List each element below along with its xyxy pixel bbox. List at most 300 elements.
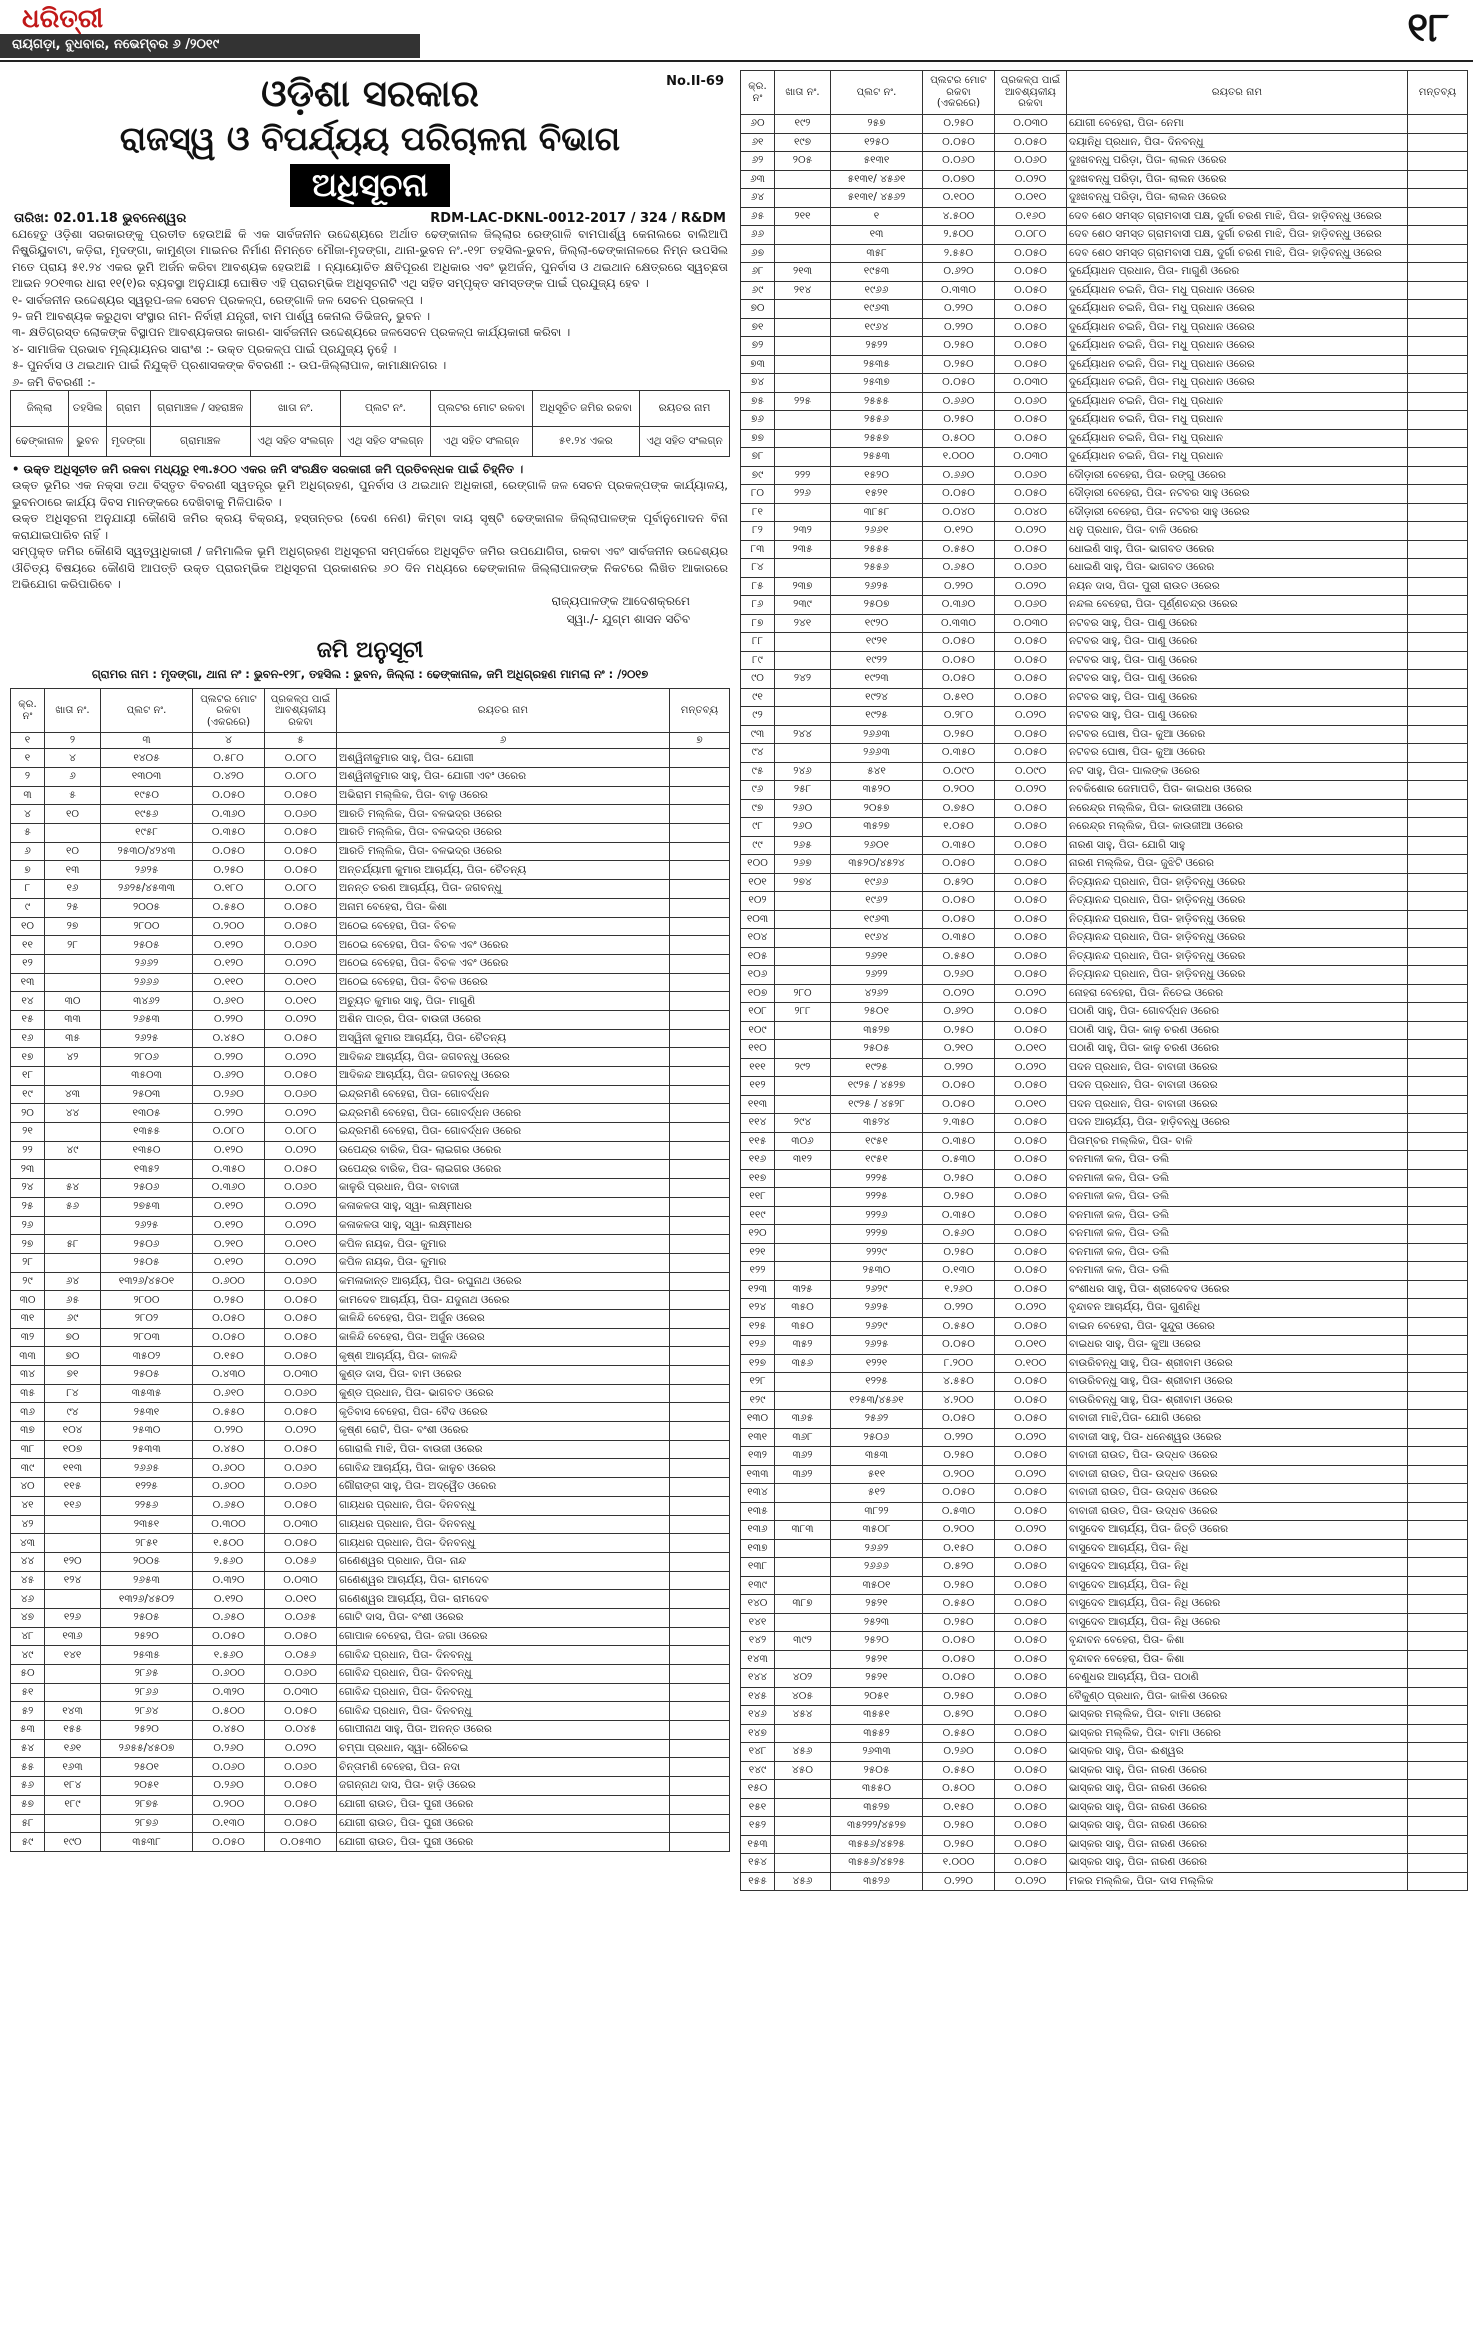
table-cell: ୦.୧୨୦ — [193, 954, 265, 973]
remarks-cell — [670, 842, 730, 861]
schedule-header: ରୟତର ନାମ — [1067, 71, 1408, 115]
table-row — [741, 448, 1468, 467]
table-cell: ୩୮୫୮ — [831, 503, 923, 522]
table-cell: ୧୫ — [11, 1010, 45, 1029]
table-row — [741, 1021, 1468, 1040]
table-cell: ୧୪୩ — [45, 1702, 101, 1721]
remarks-cell — [670, 1608, 730, 1627]
land-details-table — [10, 390, 730, 457]
table-cell: ୦.୦୫୦ — [265, 1029, 337, 1048]
table-cell: ପଠାଣି ସାହୁ, ପିତା- ଗୋବର୍ଦ୍ଧନ ଓରେର — [1067, 1003, 1408, 1022]
table-cell: ୦.୦୫୦ — [265, 1702, 337, 1721]
table-cell: ୦.୦୫୦ — [995, 1077, 1067, 1096]
table-cell: ୧.୦୦୦ — [923, 448, 995, 467]
table-cell: ୦.୦୬୦ — [265, 805, 337, 824]
table-cell: ୦.୦୫୦ — [995, 1613, 1067, 1632]
table-cell: ୩୫୦୩ — [101, 1067, 193, 1086]
remarks-cell — [670, 1347, 730, 1366]
land-schedule-table-left — [10, 688, 730, 1852]
table-cell: ଉପେନ୍ଦ୍ର ବାରିକ, ପିତା- ଲାଇଗର ଓରେର — [337, 1160, 670, 1179]
remarks-cell — [1408, 818, 1468, 837]
remarks-cell — [1408, 947, 1468, 966]
remarks-cell — [1408, 1151, 1468, 1170]
table-row — [741, 892, 1468, 911]
table-cell: ୦.୦୨୦ — [265, 1048, 337, 1067]
table-cell: ବେଣୁଧର ଆଚାର୍ଯ୍ୟ, ପିତା- ପଠାଣି — [1067, 1669, 1408, 1688]
details-header: ପ୍ଲଟ ନଂ. — [341, 391, 431, 427]
table-cell: ୦.୦୫୦ — [995, 1021, 1067, 1040]
table-cell: ୨୬୫୩ — [101, 1010, 193, 1029]
remarks-cell — [670, 1160, 730, 1179]
table-cell: ଆରତି ମଲ୍ଲିକ, ପିତା- ବଳଭଦ୍ର ଓରେର — [337, 842, 670, 861]
table-cell: ୫୪ — [11, 1739, 45, 1758]
table-row — [11, 1366, 730, 1385]
table-cell: ୨ — [11, 768, 45, 787]
table-row — [741, 688, 1468, 707]
table-cell — [775, 244, 831, 263]
table-cell: ୧୬ — [45, 880, 101, 899]
table-cell: ୭୬ — [741, 411, 775, 430]
table-cell: ୦.୨୬୦ — [193, 1777, 265, 1796]
table-cell: ବାସୁଦେବ ଆଚାର୍ଯ୍ୟ, ପିତା- ନିଧି — [1067, 1576, 1408, 1595]
table-cell: ନଟବର ସାହୁ, ପିତା- ପାଣୁ ଓରେର — [1067, 688, 1408, 707]
table-cell — [45, 1665, 101, 1684]
table-cell: ନିତ୍ୟାନନ୍ଦ ପ୍ରଧାନ, ପିତା- ହାଡ଼ିବନ୍ଧୁ ଓରେର — [1067, 910, 1408, 929]
table-cell: ୪୫୦ — [775, 1761, 831, 1780]
table-cell: ୧୯୨୫ / ୪୫୨୮ — [831, 1095, 923, 1114]
table-cell: ଗାୟଧର ପ୍ରଧାନ, ପିତା- ଦିନବନ୍ଧୁ — [337, 1534, 670, 1553]
table-row — [741, 522, 1468, 541]
table-cell: ୨୫୨୦ — [831, 1632, 923, 1651]
table-cell: ୧୦୩ — [741, 910, 775, 929]
table-cell — [775, 189, 831, 208]
table-cell: ୨୫୨୧ — [831, 1650, 923, 1669]
table-row — [11, 786, 730, 805]
table-cell: ୦.୦୫୦ — [995, 1706, 1067, 1725]
table-cell: ୦.୦୫୦ — [265, 824, 337, 843]
table-cell: ୦.୦୫୦ — [193, 1627, 265, 1646]
table-row — [741, 1132, 1468, 1151]
table-cell: ୨୧ — [11, 1123, 45, 1142]
table-cell: ୨୫୫୭ — [831, 429, 923, 448]
remarks-cell — [1408, 707, 1468, 726]
table-cell: ୨୦୫୧ — [101, 1777, 193, 1796]
table-cell: ୦.୦୫୦ — [923, 485, 995, 504]
table-cell: ୧୧୬ — [741, 1151, 775, 1170]
remarks-cell — [1408, 966, 1468, 985]
table-cell: ୬୨ — [741, 152, 775, 171]
table-cell: ୦.୦୫୦ — [995, 1114, 1067, 1133]
table-cell: ୩୮୭ — [775, 1595, 831, 1614]
table-row — [11, 1478, 730, 1497]
table-cell: ଆଦିକନ୍ଦ ଆଚାର୍ଯ୍ୟ, ପିତା- ଜଗବନ୍ଧୁ ଓରେର — [337, 1048, 670, 1067]
remarks-cell — [1408, 1114, 1468, 1133]
table-cell: ୧୨୬ — [45, 1608, 101, 1627]
table-cell: ୨୭ — [11, 1235, 45, 1254]
remarks-cell — [1408, 1243, 1468, 1262]
table-cell: ୯୮ — [741, 818, 775, 837]
table-row — [741, 189, 1468, 208]
table-cell: ୧୨ — [11, 954, 45, 973]
table-cell: ଜଗନ୍ନାଥ ଦାସ, ପିତା- ହାଡ଼ି ଓରେର — [337, 1777, 670, 1796]
table-cell: ନାରଣ ମଲ୍ଲିକ, ପିତା- ଜୁଝିଟି ଓରେର — [1067, 855, 1408, 874]
table-cell: ୩୫୫୨ — [831, 1724, 923, 1743]
table-cell: ୦.୦୫୦ — [995, 744, 1067, 763]
table-row — [11, 768, 730, 787]
table-cell: ୦.୦୫୦ — [995, 633, 1067, 652]
table-row — [741, 152, 1468, 171]
table-cell: ଅଠେଇ ବେହେରା, ପିତା- ବିଚଳ ଏବଂ ଓରେର — [337, 936, 670, 955]
table-cell: ୨.୫୫୦ — [923, 244, 995, 263]
table-cell: ୦.୨୫୦ — [923, 1188, 995, 1207]
table-cell: ୫୫ — [11, 1758, 45, 1777]
table-cell: ୨୨ — [11, 1141, 45, 1160]
table-cell: ୧୯୫୧ — [831, 1132, 923, 1151]
table-row — [741, 1206, 1468, 1225]
table-cell: ୬୮ — [741, 263, 775, 282]
table-cell: ଧୋଇଣି ସାହୁ, ପିତା- ଭାଗବତ ଓରେର — [1067, 540, 1408, 559]
table-cell: ୩୫୨୭ — [831, 1798, 923, 1817]
table-cell: ୦.୨୫୦ — [923, 1817, 995, 1836]
table-cell: ୧୪୮ — [741, 1743, 775, 1762]
table-cell: ୭୨ — [741, 337, 775, 356]
table-cell: ୧.୦୦୦ — [923, 1854, 995, 1873]
table-cell: ୧୫୩ — [741, 1835, 775, 1854]
table-row — [741, 1225, 1468, 1244]
remarks-cell — [670, 1721, 730, 1740]
table-cell: ୨୨୨୫ — [831, 1169, 923, 1188]
table-cell: ଦୁର୍ଯ୍ୟୋଧନ ଚଇନି, ପିତା- ମଧୁ ପ୍ରଧାନ ଓରେର — [1067, 374, 1408, 393]
remarks-cell — [1408, 910, 1468, 929]
remarks-cell — [1408, 1835, 1468, 1854]
table-cell: ୧୦୭ — [741, 984, 775, 1003]
table-row — [11, 1197, 730, 1216]
table-cell: ୦.୫୫୦ — [193, 898, 265, 917]
table-cell: ବାବାଜୀ ରାଉତ, ପିତା- ଉଦ୍ଧବ ଓରେର — [1067, 1502, 1408, 1521]
table-cell: ୮୧ — [741, 503, 775, 522]
table-cell: ୧୫୫ — [45, 1721, 101, 1740]
table-cell: ୨୫୫୬ — [831, 559, 923, 578]
table-cell: ୦.୦୫୦ — [995, 337, 1067, 356]
table-cell: ୧୩୪ — [741, 1484, 775, 1503]
details-header: ତହସିଲ — [68, 391, 106, 427]
schedule-header-row — [11, 689, 730, 733]
table-cell — [775, 1021, 831, 1040]
remarks-cell — [1408, 1058, 1468, 1077]
table-cell: ଗଣେଶ୍ୱର ଆଚାର୍ଯ୍ୟ, ପିତା- ରାମଦେବ — [337, 1571, 670, 1590]
table-cell: ୫୦ — [11, 1665, 45, 1684]
table-cell: ଦୁର୍ଯ୍ୟୋଧନ ଚଇନି, ପିତା- ମଧୁ ପ୍ରଧାନ ଓରେର — [1067, 281, 1408, 300]
remarks-cell — [1408, 189, 1468, 208]
table-cell: ୦.୨୫୦ — [193, 861, 265, 880]
table-cell — [45, 1534, 101, 1553]
table-row — [741, 1872, 1468, 1891]
table-cell: ୧୯୬୩ — [831, 300, 923, 319]
table-cell: ୧୦୬ — [741, 966, 775, 985]
table-cell: ୪୨ — [45, 1048, 101, 1067]
table-cell: ୦.୦୧୦ — [265, 973, 337, 992]
table-cell: ୫୭ — [11, 1795, 45, 1814]
notice-paragraphs-2 — [10, 477, 730, 592]
table-cell: ୦.୦୩୦ — [995, 614, 1067, 633]
table-cell: ୦.୦୫୦ — [193, 786, 265, 805]
table-cell: ୩୫୨୨୨/୪୫୨୭ — [831, 1817, 923, 1836]
table-row — [741, 540, 1468, 559]
table-cell: ୦.୦୫୦ — [923, 910, 995, 929]
remarks-cell — [670, 1384, 730, 1403]
table-row — [741, 1706, 1468, 1725]
table-row — [741, 1613, 1468, 1632]
remarks-cell — [670, 1010, 730, 1029]
table-cell: ୨୪୧ — [775, 614, 831, 633]
table-cell: ୦.୦୫୦ — [265, 1403, 337, 1422]
table-cell: କମଳାକାନ୍ତ ଆଚାର୍ଯ୍ୟ, ପିତା- ରଘୁନାଥ ଓରେର — [337, 1272, 670, 1291]
table-cell: ୦.୦୫୦ — [995, 1669, 1067, 1688]
table-cell: ୦.୦୫୦ — [193, 1309, 265, 1328]
remarks-cell — [670, 861, 730, 880]
table-row — [741, 1576, 1468, 1595]
table-row — [741, 1151, 1468, 1170]
table-cell: ୧୦୪ — [741, 929, 775, 948]
table-cell: ୮୫ — [741, 577, 775, 596]
table-row — [11, 1683, 730, 1702]
table-cell — [775, 1484, 831, 1503]
table-row — [741, 1817, 1468, 1836]
table-cell: ୦.୦୫୦ — [995, 1391, 1067, 1410]
table-cell: ୦.୬୨୦ — [923, 1003, 995, 1022]
table-cell: ୦.୪୫୦ — [193, 1029, 265, 1048]
table-cell: ୧୮୪ — [45, 1777, 101, 1796]
table-cell — [775, 503, 831, 522]
remarks-cell — [1408, 688, 1468, 707]
table-cell: ୫୧୨ — [831, 1484, 923, 1503]
table-cell: ୬୬ — [741, 226, 775, 245]
table-cell — [775, 1373, 831, 1392]
details-header: ଗ୍ରାମ — [107, 391, 150, 427]
table-row — [11, 1496, 730, 1515]
table-cell: ୦.୧୨୦ — [923, 522, 995, 541]
table-cell: ବୈକୁଣ୍ଠ ପ୍ରଧାନ, ପିତା- କାଳିଶ ଓରେର — [1067, 1687, 1408, 1706]
table-cell: ୦.୨୨୦ — [923, 1428, 995, 1447]
table-cell: ୦.୨୧୦ — [923, 1040, 995, 1059]
table-cell: ୦.୦୫୦ — [995, 670, 1067, 689]
table-cell: ୩୫୩ — [831, 1447, 923, 1466]
village-line: ଗ୍ରାମର ନାମ : ମୃଦଙ୍ଗା, ଥାନା ନଂ : ଭୁବନ-୧୨୮, ତହସିଲ : ଭୁବନ, ଜିଲ୍ଲା : ଢେଙ୍କାନାଳ, ଜମି ଅଧିଗ୍ରହଣ ମାମଲା ନଂ : /୨୦୧୭ — [91, 667, 649, 682]
table-cell: ୦.୨୫୦ — [193, 1291, 265, 1310]
table-cell: ୦.୦୫୦ — [923, 633, 995, 652]
table-cell: ୬୭ — [741, 244, 775, 263]
table-cell: ବନମାଳୀ କଳ, ପିତା- ଡଲି — [1067, 1225, 1408, 1244]
table-cell: ଆଦିକନ୍ଦ ଆଚାର୍ଯ୍ୟ, ପିତା- ଜଗବନ୍ଧୁ ଓରେର — [337, 1067, 670, 1086]
remarks-cell — [670, 1534, 730, 1553]
table-cell — [775, 688, 831, 707]
table-cell: ୨୪ — [11, 1179, 45, 1198]
table-cell: ୨୩୫୧ — [101, 1515, 193, 1534]
newspaper-logo: ଧରିତ୍ରୀ — [22, 4, 104, 34]
table-cell: ୨୩୯ — [775, 596, 831, 615]
table-cell: ୮୭ — [741, 614, 775, 633]
remarks-cell — [670, 1758, 730, 1777]
table-cell: ୦.୦୫୦ — [995, 1558, 1067, 1577]
table-cell: ୨.୫୬୦ — [193, 1552, 265, 1571]
table-row — [741, 1095, 1468, 1114]
table-cell: ୦.୦୫୦ — [995, 1484, 1067, 1503]
table-cell: ୦.୦୬୦ — [193, 1758, 265, 1777]
remarks-cell — [670, 1478, 730, 1497]
table-cell: ୨୬୦ — [775, 799, 831, 818]
remarks-cell — [670, 805, 730, 824]
table-cell: ୨୫୬୨ — [831, 1410, 923, 1429]
table-row — [11, 954, 730, 973]
table-cell: ୧୦ — [11, 917, 45, 936]
table-cell — [775, 929, 831, 948]
remarks-cell — [670, 1702, 730, 1721]
table-cell — [775, 1558, 831, 1577]
column-number: ୬ — [337, 733, 670, 749]
table-cell — [45, 824, 101, 843]
table-cell: ୨୬୨୨ — [831, 966, 923, 985]
table-row — [741, 707, 1468, 726]
table-cell: ୧୩ — [11, 973, 45, 992]
table-cell: ୦.୦୫୦ — [995, 892, 1067, 911]
table-cell: ୧୨୮ — [741, 1373, 775, 1392]
table-cell: ୦.୧୨୦ — [193, 1197, 265, 1216]
remarks-cell — [670, 936, 730, 955]
table-cell: ୦.୦୬୦ — [995, 392, 1067, 411]
table-cell: ୦.୬୬୦ — [923, 466, 995, 485]
table-cell: ୧୯୫୩ — [831, 263, 923, 282]
table-cell: ବାବାଜୀ ରାଉତ, ପିତା- ଉଦ୍ଧବ ଓରେର — [1067, 1447, 1408, 1466]
table-cell: କପିଳ ନାୟକ, ପିତା- କୁମାର — [337, 1235, 670, 1254]
schedule-header: ମନ୍ତବ୍ୟ — [1408, 71, 1468, 115]
table-cell: ୮ — [11, 880, 45, 899]
table-cell: ୨୫୨୨ — [831, 337, 923, 356]
table-cell: ଯୋଗୀ ରାଉତ, ପିତା- ପୁରୀ ଓରେର — [337, 1795, 670, 1814]
table-row — [741, 1669, 1468, 1688]
table-cell: ୨୩ — [11, 1160, 45, 1179]
table-cell: ନିତ୍ୟାନନ୍ଦ ପ୍ରଧାନ, ପିତା- ହାଡ଼ିବନ୍ଧୁ ଓରେର — [1067, 873, 1408, 892]
remarks-cell — [670, 992, 730, 1011]
table-cell: ୦.୨୬୦ — [923, 966, 995, 985]
table-cell — [775, 1780, 831, 1799]
table-cell — [775, 1724, 831, 1743]
remarks-cell — [670, 1739, 730, 1758]
table-cell: ୧୨୬ — [741, 1336, 775, 1355]
table-cell: ୦.୧୧୦ — [193, 973, 265, 992]
table-cell: ୦.୧୨୦ — [193, 936, 265, 955]
table-cell: ୨୫୫୩ — [831, 448, 923, 467]
table-row — [741, 966, 1468, 985]
table-cell: ୧୩୩ — [741, 1465, 775, 1484]
table-cell: ୮୬ — [741, 596, 775, 615]
table-cell — [775, 966, 831, 985]
table-cell: ୦.୫୫୦ — [193, 1403, 265, 1422]
table-cell: ୨୬୫ — [775, 836, 831, 855]
table-cell: ୨୪୬ — [775, 762, 831, 781]
department-title: ରାଜସ୍ୱ ଓ ବିପର୍ଯ୍ୟୟ ପରିଚାଳନା ବିଭାଗ — [119, 119, 621, 158]
table-cell: ୧୬୧ — [45, 1739, 101, 1758]
table-cell: ୯୭ — [741, 799, 775, 818]
remarks-cell — [1408, 1447, 1468, 1466]
table-cell: ୧୦୧ — [741, 873, 775, 892]
table-cell: ନଟବର ଘୋଷ, ପିତା- କୁଆ ଓରେର — [1067, 725, 1408, 744]
table-cell: ୦.୦୫୦ — [995, 947, 1067, 966]
table-cell: ଦୁର୍ଯ୍ୟୋଧନ ଚଇନି, ପିତା- ମଧୁ ପ୍ରଧାନ ଓରେର — [1067, 300, 1408, 319]
table-cell: ୨୮୦୬ — [101, 1048, 193, 1067]
table-cell — [45, 1067, 101, 1086]
table-cell: ୧୯୨୧ — [831, 633, 923, 652]
table-cell: ୩୭ — [11, 1422, 45, 1441]
table-cell: ୦.୦୫୦ — [995, 1151, 1067, 1170]
masthead — [0, 0, 1473, 62]
table-cell: ୧୨୨ — [741, 1262, 775, 1281]
table-cell: ପଦନ ପ୍ରଧାନ, ପିତା- ବାବାଜୀ ଓରେର — [1067, 1077, 1408, 1096]
table-cell: ୧୩୦ — [741, 1410, 775, 1429]
table-cell: ୧୫୦ — [741, 1780, 775, 1799]
table-cell: ୦.୦୫୬ — [265, 1646, 337, 1665]
table-cell: ୦.୪୫୦ — [193, 1440, 265, 1459]
table-cell: ୨୨୬ — [775, 485, 831, 504]
table-row — [741, 670, 1468, 689]
table-row — [741, 115, 1468, 134]
table-row — [741, 1595, 1468, 1614]
table-cell: ୭୮ — [741, 448, 775, 467]
table-cell: ୩୬୨ — [775, 1465, 831, 1484]
table-cell: ୨୫୨୧ — [831, 1595, 923, 1614]
table-cell: ୦.୦୫୦ — [995, 1761, 1067, 1780]
table-cell: ୦.୬୨୦ — [193, 1067, 265, 1086]
table-row — [741, 374, 1468, 393]
table-cell: ୦.୦୫୦ — [923, 1669, 995, 1688]
table-cell: ୨୫୫୬ — [831, 411, 923, 430]
table-cell: ପଠାଣି ସାହୁ, ପିତା- କାଳୁ ଚରଣ ଓରେର — [1067, 1021, 1408, 1040]
table-cell: ୦.୨୨୦ — [923, 1299, 995, 1318]
table-cell: ୩୫୫୬/୪୫୨୫ — [831, 1854, 923, 1873]
table-cell: ୨୦୦୫ — [101, 898, 193, 917]
remarks-cell — [1408, 1428, 1468, 1447]
table-cell: ୯୧ — [741, 688, 775, 707]
remarks-cell — [670, 1646, 730, 1665]
table-cell — [775, 1650, 831, 1669]
remarks-cell — [670, 1141, 730, 1160]
table-cell: ୨୬୨୫ — [101, 861, 193, 880]
table-cell: ୨୫୦୬ — [101, 1179, 193, 1198]
remarks-cell — [1408, 1632, 1468, 1651]
table-row — [741, 318, 1468, 337]
table-cell: ୨୪୨ — [775, 670, 831, 689]
table-cell — [775, 374, 831, 393]
table-cell: ୨୬୫୫/୪୫୦୭ — [101, 1739, 193, 1758]
table-cell: ୫୮ — [11, 1814, 45, 1833]
remarks-cell — [1408, 300, 1468, 319]
table-cell: ୦.୦୫୦ — [193, 1328, 265, 1347]
table-cell — [775, 744, 831, 763]
table-cell: ୨୫୦୫ — [831, 1761, 923, 1780]
table-cell: ୦.୦୫୦ — [995, 688, 1067, 707]
table-cell: ୫ — [11, 824, 45, 843]
table-cell: ୦.୨୦୦ — [193, 917, 265, 936]
table-cell: ୦.୩୫୦ — [923, 744, 995, 763]
remarks-cell — [1408, 1188, 1468, 1207]
remarks-cell — [670, 1104, 730, 1123]
table-cell: ୦.୦୫୦ — [995, 1687, 1067, 1706]
table-cell: ୦.୦୫୦ — [995, 1650, 1067, 1669]
table-cell: ୨୮୬୪ — [101, 1702, 193, 1721]
table-cell: ଭାସ୍କର ମଲ୍ଲିକ, ପିତା- ବାମା ଓରେର — [1067, 1706, 1408, 1725]
table-cell: ୦.୦୫୦ — [265, 1777, 337, 1796]
table-cell: ୬୦ — [741, 115, 775, 134]
table-cell: ଗାୟଧର ପ୍ରଧାନ, ପିତା- ଦିନବନ୍ଧୁ — [337, 1515, 670, 1534]
